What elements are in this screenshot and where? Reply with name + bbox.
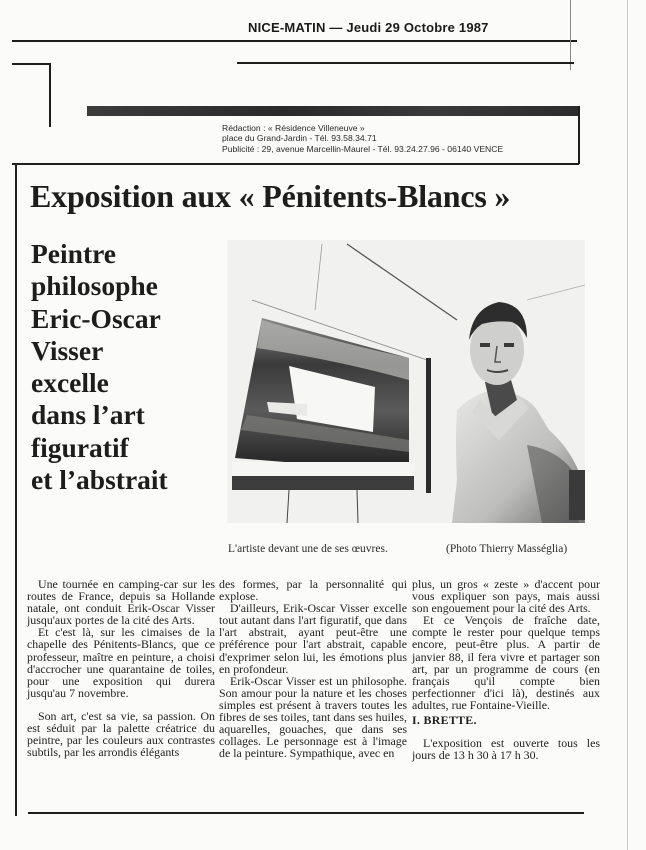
- photo-caption: L'artiste devant une de ses œuvres.: [228, 543, 388, 555]
- section-rule: [12, 163, 579, 165]
- subhead-line: Peintre: [31, 238, 117, 269]
- office-banner-bar: [87, 106, 579, 116]
- masthead-rule: [12, 40, 577, 42]
- masthead-rule-right: [570, 0, 571, 70]
- office-info: [222, 123, 572, 154]
- paragraph: Et c'est là, sur les cimaises de la chapelle des Pénitents-Blancs, que ce professeur, maître en peinture, a choisi d'accrocher une quarantaine de toiles, pour une exposition qui durera jusqu'au 7 novembre.: [27, 625, 215, 700]
- article-bottom-rule: [28, 812, 584, 814]
- photo-credit: (Photo Thierry Masséglia): [446, 543, 568, 555]
- paragraph: des formes, par la personnalité qui explose.: [219, 577, 407, 604]
- subhead-line: philosophe: [31, 270, 158, 302]
- office-line-publicite: Publicité : 29, avenue Marcellin-Maurel - Tél. 93.24.27.96 - 06140 VENCE: [222, 143, 504, 154]
- subhead-line: et l’abstrait: [31, 464, 168, 496]
- paragraph: Une tournée en camping-car sur les routes de France, depuis sa Hollande natale, ont conduit Erik-Oscar Visser jusqu'aux portes de la cité des Arts.: [27, 577, 215, 628]
- left-bracket-top: [12, 63, 50, 65]
- subhead-line: Eric-Oscar: [31, 302, 161, 334]
- paragraph: Erik-Oscar Visser est un philosophe. Son amour pour la nature et les choses simples est présent à travers toutes les fibres de ses toiles, tant dans ses huiles, aquarelles, gouaches, que dans ses collages. Le personnage est à l'image de la peinture. Sympathique, avec en: [219, 673, 407, 761]
- author-signature: I. BRETTE.: [412, 713, 477, 728]
- article-subhead: [31, 238, 221, 496]
- article-column-3: [412, 578, 600, 761]
- right-rule-top: [237, 62, 574, 64]
- exhibition-hours: L'exposition est ouverte tous les jours de 13 h 30 à 17 h 30.: [412, 736, 600, 763]
- paragraph: Et ce Vençois de fraîche date, compte le rester pour quelque temps encore, peut-être plus. A partir de janvier 88, il fera vivre et partager son art, par un programme de cours (en français qu'il compte bien perfectionner d'ici là), destinés aux adultes, rue Fontaine-Vieille.: [412, 613, 600, 712]
- office-box-right: [578, 106, 580, 164]
- article-headline: Exposition aux « Pénitents-Blancs »: [30, 178, 511, 214]
- article-photo: [227, 240, 585, 523]
- office-line-redaction: Rédaction : « Résidence Villeneuve »: [222, 123, 365, 133]
- office-line-address: place du Grand-Jardin - Tél. 93.58.34.71: [222, 133, 377, 144]
- article-column-2: [219, 578, 407, 759]
- paragraph: plus, un gros « zeste » d'accent pour vous expliquer son pays, mais aussi son engouement pour la cité des Arts.: [412, 577, 600, 616]
- subhead-line: Visser: [31, 334, 104, 366]
- subhead-line: dans l’art: [31, 399, 145, 431]
- subhead-line: excelle: [31, 367, 109, 399]
- paragraph: Son art, c'est sa vie, sa passion. On est séduit par la palette créatrice du peintre, par les couleurs aux contrastes subtils, par les arrondis élégants: [27, 708, 215, 760]
- masthead: NICE-MATIN — Jeudi 29 Octobre 1987: [248, 20, 489, 35]
- subhead-line: figuratif: [31, 431, 129, 463]
- left-bracket-side: [49, 63, 51, 127]
- far-right-page-edge: [627, 0, 628, 850]
- paragraph: D'ailleurs, Erik-Oscar Visser excelle tout autant dans l'art figuratif, que dans l'art abstrait, ayant peut-être une préférence pour l'art abstrait, capable d'exprimer selon lui, les émotions plus en profondeur.: [219, 601, 407, 676]
- artist-photo-image: [227, 240, 585, 523]
- article-left-border: [15, 163, 17, 816]
- article-column-1: [27, 578, 215, 758]
